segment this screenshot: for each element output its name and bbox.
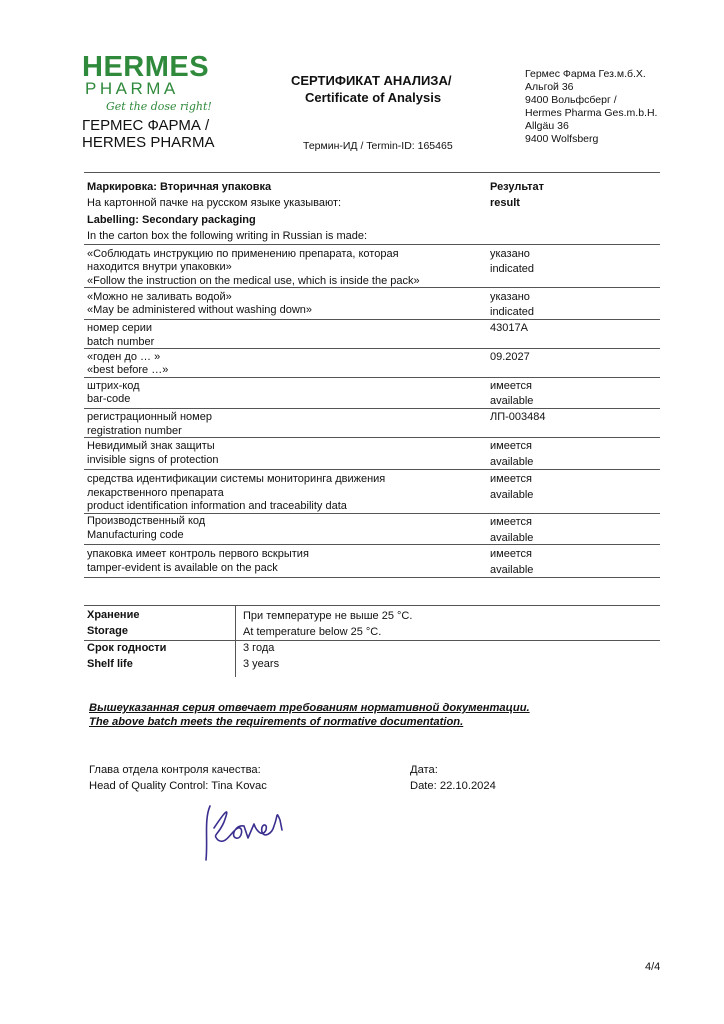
logo-sub: PHARMA [85, 79, 179, 98]
labelling-heading-en: Labelling: Secondary packaging [87, 214, 256, 226]
row-left-line: номер серии [87, 322, 153, 334]
title-ru: СЕРТИФИКАТ АНАЛИЗА/ [291, 73, 452, 88]
company-name-ru: ГЕРМЕС ФАРМА / [82, 117, 210, 134]
row-left-line: product identification information and traceability data [87, 500, 347, 512]
row-left-line: Manufacturing code [87, 529, 184, 541]
result-heading-en: result [490, 197, 520, 209]
logo-tagline: Get the dose right! [106, 100, 212, 113]
result-heading-ru: Результат [490, 181, 545, 193]
table-divider [84, 437, 660, 438]
labelling-intro-ru: На картонной пачке на русском языке указывают: [87, 197, 342, 209]
table-divider [84, 348, 660, 349]
row-left-line: штрих-код [87, 380, 140, 392]
head-of-qc-ru: Глава отдела контроля качества: [89, 764, 261, 776]
shelf-life-value-ru: 3 года [243, 642, 275, 654]
row-right-line: ЛП-003484 [490, 411, 546, 423]
row-left-line: Невидимый знак защиты [87, 440, 215, 452]
storage-label-en: Storage [87, 625, 128, 637]
address-line: Гермес Фарма Гез.м.б.Х. [525, 68, 646, 80]
row-left-line: «Follow the instruction on the medical use, which is inside the pack» [87, 275, 420, 287]
table-divider [84, 377, 660, 378]
labelling-intro-en: In the carton box the following writing in Russian is made: [87, 230, 368, 242]
page-number: 4/4 [645, 961, 661, 973]
row-right-line: available [490, 489, 534, 501]
table-top-border [84, 172, 660, 173]
labelling-heading-ru: Маркировка: Вторичная упаковка [87, 181, 272, 193]
row-left-line: invisible signs of protection [87, 454, 219, 466]
storage-value-en: At temperature below 25 °C. [243, 626, 382, 638]
row-right-line: 09.2027 [490, 351, 530, 363]
row-right-line: available [490, 395, 534, 407]
row-right-line: available [490, 456, 534, 468]
conclusion-en: The above batch meets the requirements of normative documentation. [89, 716, 464, 728]
date-label-ru: Дата: [410, 764, 438, 776]
row-left-line: «Можно не заливать водой» [87, 291, 232, 303]
row-left-line: лекарственного препарата [87, 487, 224, 499]
row-right-line: имеется [490, 548, 532, 560]
row-left-line: регистрационный номер [87, 411, 212, 423]
row-left-line: находится внутри упаковки» [87, 261, 232, 273]
address-line: Allgäu 36 [525, 120, 569, 132]
row-left-line: «May be administered without washing down» [87, 304, 313, 316]
table-divider [84, 408, 660, 409]
row-left-line: registration number [87, 425, 182, 437]
date-value: Date: 22.10.2024 [410, 780, 496, 792]
row-left-line: «best before …» [87, 364, 169, 376]
row-left-line: «годен до … » [87, 351, 161, 363]
row-right-line: указано [490, 248, 530, 260]
storage-top-border [84, 605, 660, 606]
address-line: Hermes Pharma Ges.m.b.H. [525, 107, 658, 119]
address-line: Альгой 36 [525, 81, 574, 93]
company-name-en: HERMES PHARMA [82, 134, 215, 151]
row-right-line: 43017A [490, 322, 528, 334]
row-left-line: упаковка имеет контроль первого вскрытия [87, 548, 309, 560]
row-left-line: средства идентификации системы мониторинга движения [87, 473, 386, 485]
row-right-line: имеется [490, 380, 532, 392]
row-right-line: indicated [490, 306, 535, 318]
address-line: 9400 Вольфсберг / [525, 94, 617, 106]
storage-value-ru: При температуре не выше 25 °C. [243, 610, 413, 622]
conclusion-ru: Вышеуказанная серия отвечает требованиям нормативной документации. [89, 702, 530, 714]
storage-label-ru: Хранение [87, 609, 140, 621]
table-divider [84, 319, 660, 320]
termin-id: Термин-ИД / Termin-ID: 165465 [303, 140, 453, 152]
head-of-qc-en: Head of Quality Control: Tina Kovac [89, 780, 267, 792]
handwritten-signature [196, 800, 306, 870]
shelf-life-label-ru: Срок годности [87, 642, 167, 654]
row-right-line: указано [490, 291, 530, 303]
table-divider [84, 287, 660, 288]
row-left-line: tamper-evident is available on the pack [87, 562, 278, 574]
shelf-life-value-en: 3 years [243, 658, 280, 670]
row-left-line: batch number [87, 336, 155, 348]
row-left-line: «Соблюдать инструкцию по применению препарата, которая [87, 248, 399, 260]
table-bottom-border [84, 577, 660, 578]
storage-divider [84, 640, 660, 641]
row-right-line: имеется [490, 516, 532, 528]
row-right-line: имеется [490, 440, 532, 452]
table-divider [84, 513, 660, 514]
row-left-line: Производственный код [87, 515, 206, 527]
logo-main: HERMES [82, 51, 210, 83]
shelf-life-label-en: Shelf life [87, 658, 133, 670]
row-right-line: available [490, 564, 534, 576]
row-right-line: indicated [490, 263, 535, 275]
storage-column-divider [235, 606, 236, 677]
table-divider [84, 544, 660, 545]
row-right-line: available [490, 532, 534, 544]
table-divider [84, 244, 660, 245]
row-left-line: bar-code [87, 393, 131, 405]
address-line: 9400 Wolfsberg [525, 133, 599, 145]
table-divider [84, 469, 660, 470]
title-en: Certificate of Analysis [305, 90, 442, 105]
row-right-line: имеется [490, 473, 532, 485]
